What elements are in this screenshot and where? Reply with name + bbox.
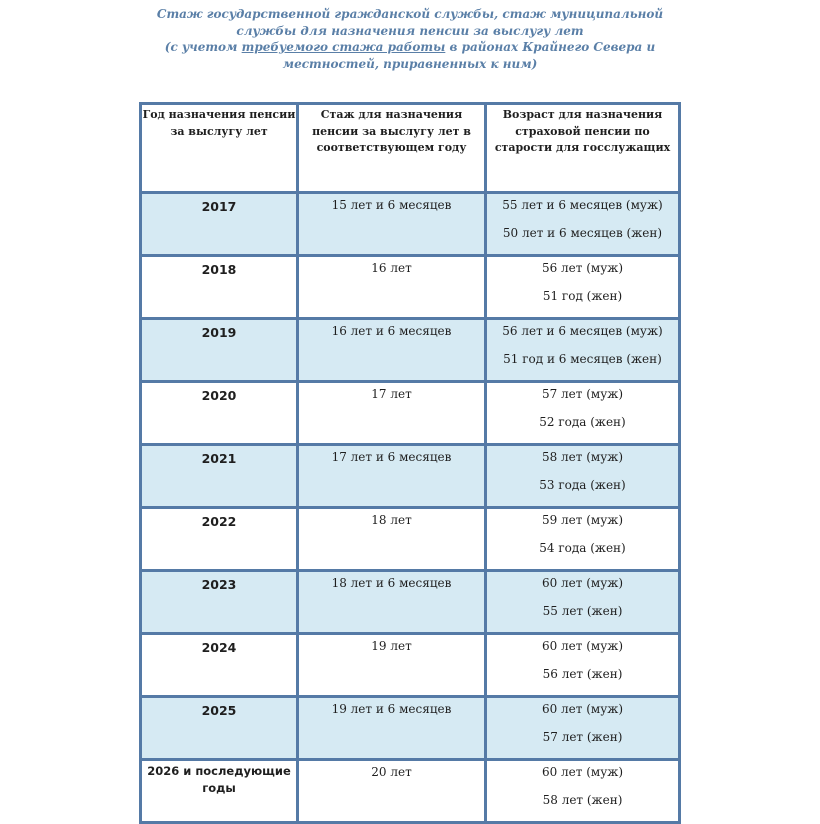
age-female: 58 лет (жен) (542, 793, 623, 807)
age-cell (487, 383, 678, 443)
year-cell: 2026 и последующие годы (142, 761, 296, 821)
stazh-cell: 17 лет и 6 месяцев (299, 446, 484, 506)
age-cell (487, 320, 678, 380)
header-year: Год назначения пенсии за выслугу лет (142, 105, 296, 191)
year-cell: 2022 (142, 509, 296, 569)
caption-line-3 (150, 39, 670, 56)
age-cell (487, 698, 678, 758)
year-cell: 2017 (142, 194, 296, 254)
stazh-cell: 16 лет и 6 месяцев (299, 320, 484, 380)
table-row (142, 446, 678, 506)
age-male: 60 лет (муж) (541, 702, 624, 716)
age-female: 54 года (жен) (539, 541, 626, 555)
year-cell: 2021 (142, 446, 296, 506)
year-cell: 2024 (142, 635, 296, 695)
stazh-cell: 16 лет (299, 257, 484, 317)
age-cell (487, 194, 678, 254)
table-row (142, 572, 678, 632)
stazh-cell: 15 лет и 6 месяцев (299, 194, 484, 254)
age-female: 56 лет (жен) (542, 667, 623, 681)
table-row (142, 509, 678, 569)
table-row (142, 698, 678, 758)
stazh-cell: 19 лет (299, 635, 484, 695)
year-cell: 2019 (142, 320, 296, 380)
age-cell (487, 446, 678, 506)
header-stazh: Стаж для назначения пенсии за выслугу лет в соответствующем году (299, 105, 484, 191)
age-cell (487, 509, 678, 569)
stazh-cell: 19 лет и 6 месяцев (299, 698, 484, 758)
table-row (142, 320, 678, 380)
stazh-cell: 17 лет (299, 383, 484, 443)
year-cell: 2023 (142, 572, 296, 632)
caption-line-3-start: (с учетом (164, 40, 242, 54)
stazh-cell: 18 лет и 6 месяцев (299, 572, 484, 632)
header-age: Возраст для назначения страховой пенсии по старости для госслужащих (487, 105, 678, 191)
caption-line-2: службы для назначения пенсии за выслугу лет (236, 23, 584, 38)
age-cell (487, 635, 678, 695)
age-female: 52 года (жен) (539, 415, 626, 429)
age-male: 57 лет (муж) (541, 387, 624, 401)
age-male: 55 лет и 6 месяцев (муж) (502, 198, 663, 212)
age-male: 60 лет (муж) (541, 576, 624, 590)
age-male: 56 лет и 6 месяцев (муж) (502, 324, 663, 338)
age-male: 60 лет (муж) (541, 639, 624, 653)
table-row (142, 635, 678, 695)
table-row (142, 383, 678, 443)
age-cell (487, 761, 678, 821)
year-cell: 2020 (142, 383, 296, 443)
stazh-cell: 20 лет (299, 761, 484, 821)
age-female: 57 лет (жен) (542, 730, 623, 744)
age-female: 55 лет (жен) (542, 604, 623, 618)
age-male: 60 лет (муж) (541, 765, 624, 779)
age-female: 51 год и 6 месяцев (жен) (503, 352, 662, 366)
caption-underlined-phrase: требуемого стажа работы (241, 40, 446, 54)
age-male: 58 лет (муж) (541, 450, 624, 464)
caption-line-4: местностей, приравненных к ним) (282, 56, 538, 71)
table-row (142, 194, 678, 254)
caption-line-3-end: в районах Крайнего Севера и (445, 40, 656, 54)
age-female: 50 лет и 6 месяцев (жен) (502, 226, 663, 240)
year-cell: 2025 (142, 698, 296, 758)
table-header-row (142, 105, 678, 191)
age-male: 56 лет (муж) (541, 261, 624, 275)
document-caption (150, 6, 670, 72)
age-female: 51 год (жен) (542, 289, 623, 303)
stazh-cell: 18 лет (299, 509, 484, 569)
caption-line-1: Стаж государственной гражданской службы, стаж муниципальной (156, 7, 664, 21)
age-female: 53 года (жен) (539, 478, 626, 492)
table-row (142, 761, 678, 821)
age-cell (487, 257, 678, 317)
age-cell (487, 572, 678, 632)
table-row (142, 257, 678, 317)
pension-table (139, 102, 681, 824)
year-cell: 2018 (142, 257, 296, 317)
age-male: 59 лет (муж) (541, 513, 624, 527)
